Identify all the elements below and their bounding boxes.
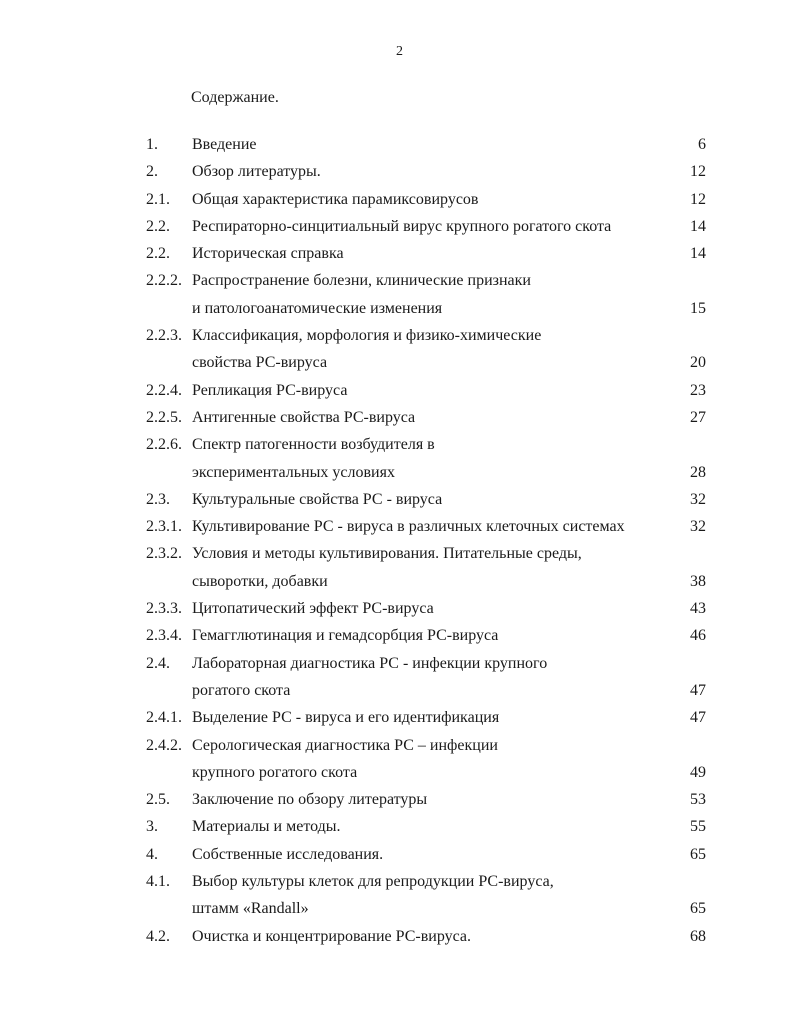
- toc-entry-title: Культивирование РС - вируса в различных клеточных системах: [192, 518, 625, 536]
- toc-entry: [146, 295, 706, 322]
- toc-entry-number: 4.2.: [146, 927, 170, 945]
- toc-entry: [146, 186, 706, 213]
- toc-entry-number: 2.3.2.: [146, 545, 182, 563]
- toc-entry: [146, 377, 706, 404]
- toc-entry-title: Очистка и концентрирование РС-вируса.: [192, 927, 472, 945]
- toc-entry-page: 65: [690, 900, 706, 918]
- toc-entry: [146, 704, 706, 731]
- toc-entry-page: 47: [690, 709, 706, 727]
- toc-entry-title: Классификация, морфология и физико-химические: [192, 327, 542, 345]
- toc-entry: [146, 240, 706, 267]
- toc-entry-number: 2.2.: [146, 245, 170, 263]
- toc-entry-number: 2.2.6.: [146, 436, 182, 454]
- toc-entry-title: Выбор культуры клеток для репродукции РС-вируса,: [192, 873, 554, 891]
- toc-entry: [146, 732, 706, 759]
- toc-entry: [146, 486, 706, 513]
- toc-entry: [146, 650, 706, 677]
- toc-entry-number: 2.2.: [146, 217, 170, 235]
- toc-entry-page: 55: [690, 818, 706, 836]
- toc-entry: [146, 841, 706, 868]
- toc-entry-page: 23: [690, 381, 706, 399]
- toc-entry: [146, 923, 706, 950]
- toc-entry-page: 14: [690, 245, 706, 263]
- toc-entry-title: Культуральные свойства РС - вируса: [192, 490, 443, 508]
- toc-entry: [146, 349, 706, 376]
- toc-entry-page: 68: [690, 927, 706, 945]
- toc-entry: [146, 540, 706, 567]
- table-of-contents: [146, 131, 706, 950]
- toc-entry-page: 20: [690, 354, 706, 372]
- toc-entry-number: 2.2.4.: [146, 381, 182, 399]
- toc-entry-number: 2.4.2.: [146, 736, 182, 754]
- toc-entry-page: 6: [698, 136, 706, 153]
- toc-entry-page: 12: [690, 163, 706, 181]
- toc-entry: [146, 895, 706, 922]
- toc-entry-number: 2.5.: [146, 791, 170, 809]
- toc-entry-title: Обзор литературы.: [192, 163, 321, 181]
- toc-entry-title: Общая характеристика парамиксовирусов: [192, 190, 479, 208]
- toc-entry: [146, 759, 706, 786]
- toc-entry-title: рогатого скота: [192, 681, 291, 699]
- toc-entry-title: Репликация РС-вируса: [192, 381, 348, 399]
- toc-entry-title: свойства РС-вируса: [192, 354, 328, 372]
- toc-entry: [146, 459, 706, 486]
- toc-entry-title: Распространение болезни, клинические признаки: [192, 272, 531, 290]
- toc-entry: [146, 677, 706, 704]
- toc-entry-page: 28: [690, 463, 706, 481]
- toc-entry-number: 2.3.3.: [146, 600, 182, 618]
- toc-entry-title: Выделение РС - вируса и его идентификация: [192, 709, 500, 727]
- toc-entry: [146, 213, 706, 240]
- toc-entry-number: 2.3.1.: [146, 518, 182, 536]
- page-number: 2: [396, 44, 403, 59]
- toc-entry-title: Респираторно-синцитиальный вирус крупного рогатого скота: [192, 217, 612, 235]
- toc-entry-number: 4.: [146, 845, 158, 863]
- toc-entry-page: 38: [690, 572, 706, 590]
- toc-entry-page: 15: [690, 299, 706, 317]
- toc-entry-number: 2.3.4.: [146, 627, 182, 645]
- toc-entry-title: Лабораторная диагностика РС - инфекции крупного: [192, 654, 548, 672]
- toc-entry-number: 4.1.: [146, 873, 170, 891]
- toc-entry-title: Гемагглютинация и гемадсорбция РС-вируса: [192, 627, 499, 645]
- toc-entry-page: 53: [690, 791, 706, 809]
- toc-entry-page: 49: [690, 763, 706, 781]
- toc-entry: [146, 868, 706, 895]
- toc-entry-title: Введение: [192, 136, 257, 153]
- toc-entry-title: экспериментальных условиях: [192, 463, 395, 481]
- toc-entry-page: 12: [690, 190, 706, 208]
- toc-entry: [146, 267, 706, 294]
- toc-entry-number: 2.: [146, 163, 158, 181]
- toc-entry-page: 47: [690, 681, 706, 699]
- toc-entry-page: 65: [690, 845, 706, 863]
- toc-entry: [146, 786, 706, 813]
- toc-entry-number: 2.2.5.: [146, 408, 182, 426]
- toc-entry-page: 32: [690, 518, 706, 536]
- toc-entry-number: 2.2.2.: [146, 272, 182, 290]
- toc-entry-title: и патологоанатомические изменения: [192, 299, 443, 317]
- toc-entry-title: сыворотки, добавки: [192, 572, 328, 590]
- toc-entry: [146, 404, 706, 431]
- toc-entry: [146, 131, 706, 158]
- toc-entry-title: Цитопатический эффект РС-вируса: [192, 600, 434, 618]
- toc-entry-title: Серологическая диагностика РС – инфекции: [192, 736, 498, 754]
- toc-entry-title: Материалы и методы.: [192, 818, 341, 836]
- toc-entry-page: 46: [690, 627, 706, 645]
- toc-entry-number: 2.3.: [146, 490, 170, 508]
- toc-entry-title: Историческая справка: [192, 245, 344, 263]
- toc-entry: [146, 513, 706, 540]
- toc-entry-number: 2.4.: [146, 654, 170, 672]
- toc-entry: [146, 322, 706, 349]
- toc-entry-number: 2.1.: [146, 190, 170, 208]
- toc-entry-page: 43: [690, 600, 706, 618]
- toc-entry-page: 32: [690, 490, 706, 508]
- toc-entry-title: Спектр патогенности возбудителя в: [192, 436, 435, 454]
- toc-entry-title: Антигенные свойства РС-вируса: [192, 408, 416, 426]
- toc-entry-title: крупного рогатого скота: [192, 763, 358, 781]
- toc-entry-title: Условия и методы культивирования. Питательные среды,: [192, 545, 582, 563]
- toc-entry-page: 27: [690, 408, 706, 426]
- toc-entry: [146, 813, 706, 840]
- toc-title: Содержание.: [191, 89, 279, 106]
- toc-entry: [146, 568, 706, 595]
- toc-entry: [146, 622, 706, 649]
- toc-entry: [146, 431, 706, 458]
- toc-entry-page: 14: [690, 217, 706, 235]
- toc-entry-number: 2.2.3.: [146, 327, 182, 345]
- toc-entry-title: Заключение по обзору литературы: [192, 791, 428, 809]
- toc-entry: [146, 595, 706, 622]
- toc-entry-title: штамм «Randall»: [192, 900, 309, 918]
- toc-entry-title: Собственные исследования.: [192, 845, 384, 863]
- toc-entry-number: 3.: [146, 818, 158, 836]
- toc-entry-number: 1.: [146, 136, 158, 153]
- toc-entry-number: 2.4.1.: [146, 709, 182, 727]
- toc-entry: [146, 158, 706, 185]
